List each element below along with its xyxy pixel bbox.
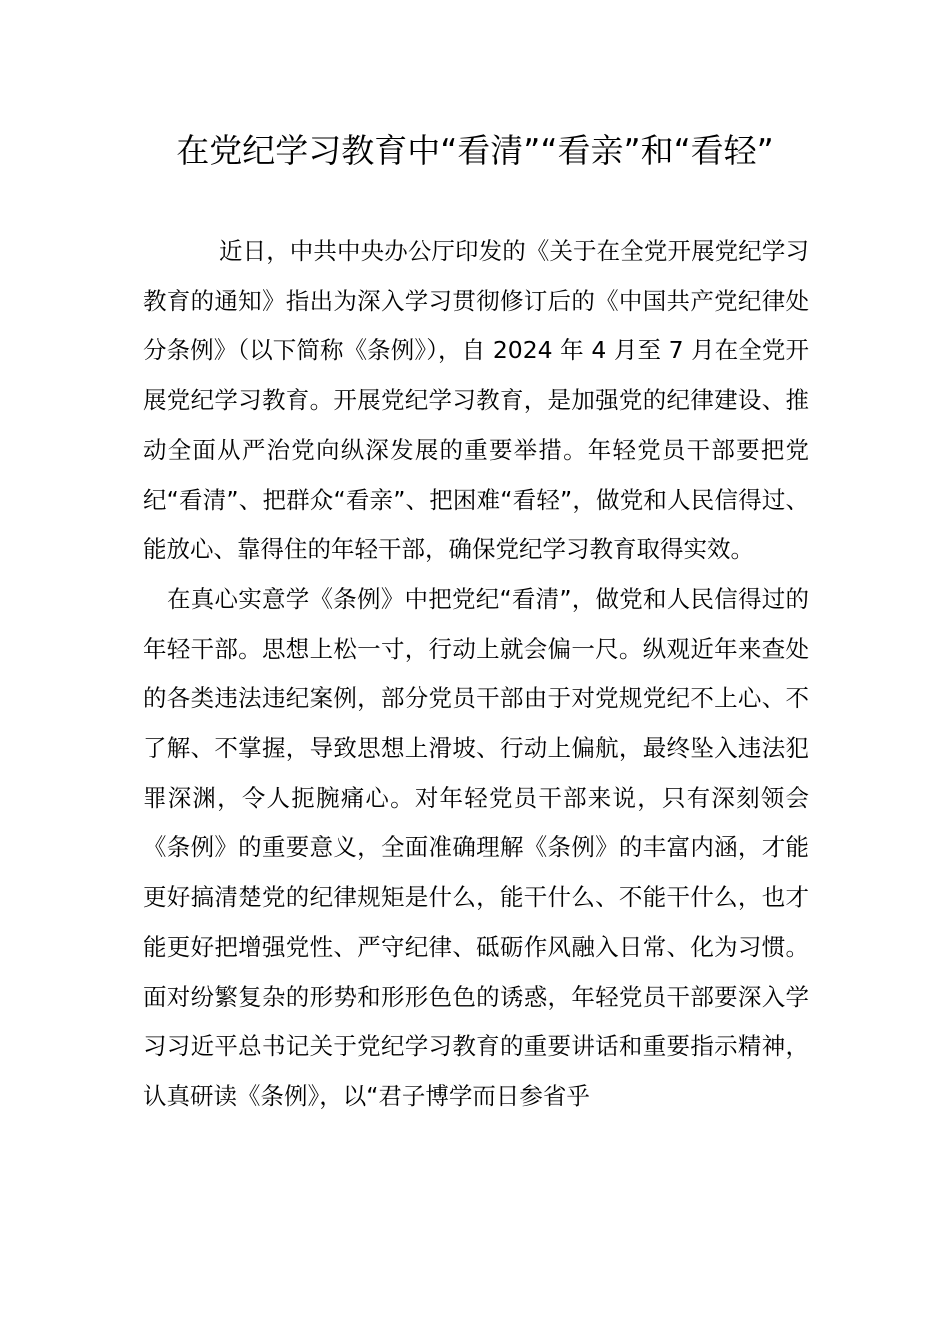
document-body xyxy=(143,227,809,1122)
paragraph-intro: 近日，中共中央办公厅印发的《关于在全党开展党纪学习教育的通知》指出为深入学习贯彻修订后的《中国共产党纪律处分条例》（以下简称《条例》），自 2024 年 4 月至 7 月在全党开展党纪学习教育。开展党纪学习教育，是加强党的纪律建设、推动全面从严治党向纵深发展的重要举措。年轻党员干部要把党纪“看清”、把群众“看亲”、把困难“看轻”，做党和人民信得过、能放心、靠得住的年轻干部，确保党纪学习教育取得实效。 xyxy=(143,237,809,564)
document-title: 在党纪学习教育中“看清”“看亲”和“看轻” xyxy=(176,131,774,170)
paragraph-see-clearly: 在真心实意学《条例》中把党纪“看清”，做党和人民信得过的年轻干部。思想上松一寸，行动上就会偏一尺。纵观近年来查处的各类违法违纪案例，部分党员干部由于对党规党纪不上心、不了解、不掌握，导致思想上滑坡、行动上偏航，最终坠入违法犯罪深渊，令人扼腕痛心。对年轻党员干部来说，只有深刻领会《条例》的重要意义，全面准确理解《条例》的丰富内涵，才能更好搞清楚党的纪律规矩是什么，能干什么、不能干什么，也才能更好把增强党性、严守纪律、砥砺作风融入日常、化为习惯。面对纷繁复杂的形势和形形色色的诱惑，年轻党员干部要深入学习习近平总书记关于党纪学习教育的重要讲话和重要指示精神，认真研读《条例》，以“君子博学而日参省乎 xyxy=(143,584,809,1110)
